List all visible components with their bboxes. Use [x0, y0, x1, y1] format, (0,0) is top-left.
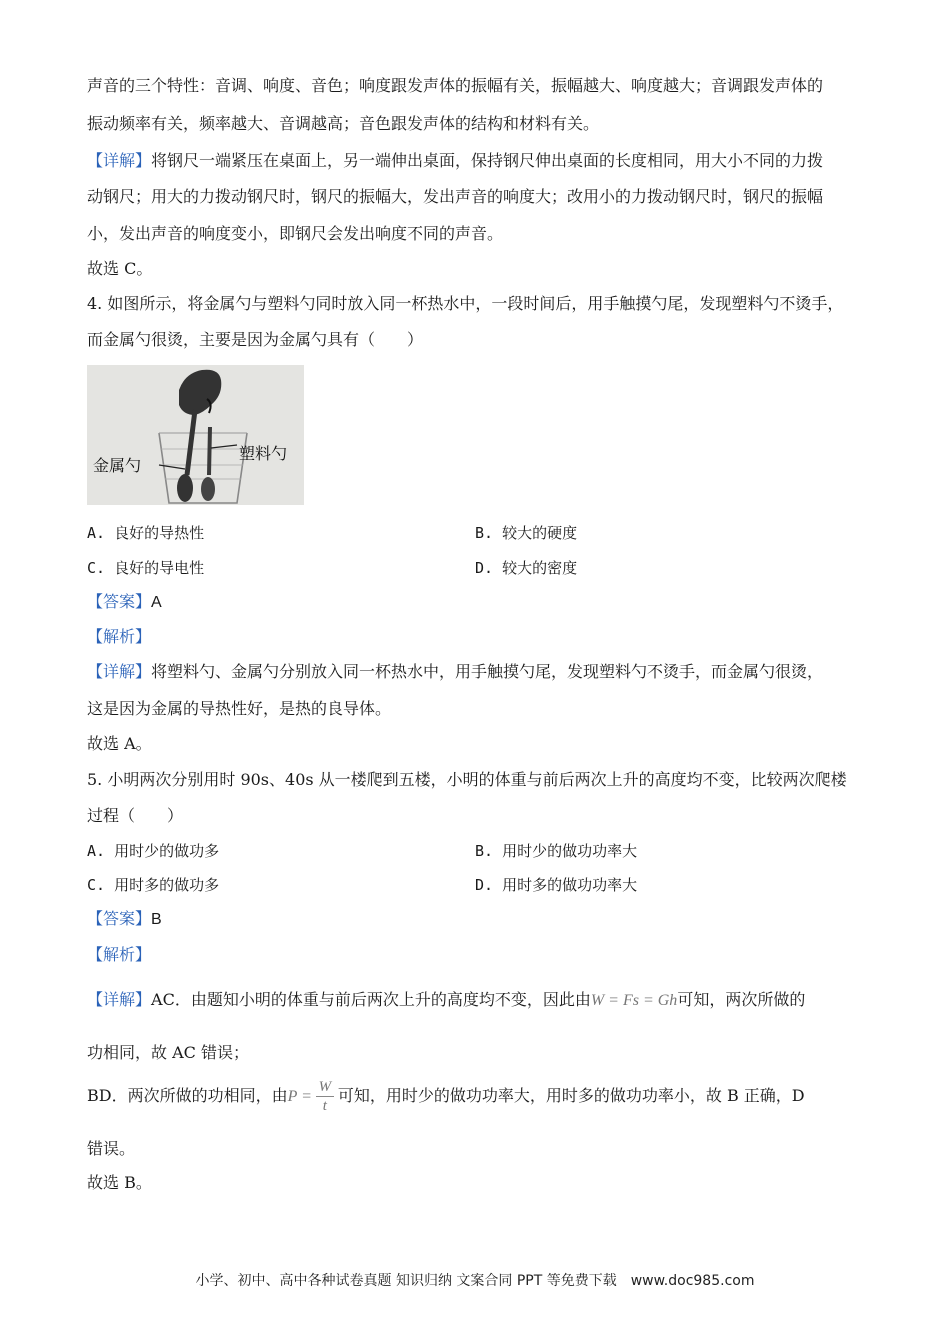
q5-option-b: B. 用时少的做功功率大: [475, 842, 638, 860]
q5-stem-line2: 过程（ ）: [87, 806, 184, 825]
detail-tag: 【详解】: [87, 662, 152, 681]
q4-answer: [87, 591, 162, 614]
metal-spoon-label: 金属勺: [93, 456, 142, 475]
text-line: [87, 150, 823, 172]
fraction-numerator: W: [318, 1079, 332, 1095]
text-line: 声音的三个特性：音调、响度、音色；响度跟发声体的振幅有关，振幅越大、响度越大；音调跟发声体的: [87, 76, 824, 95]
answer-tag: 【答案】: [87, 909, 152, 928]
text-span: 可知，两次所做的: [677, 990, 806, 1009]
answer-tag: 【答案】: [87, 592, 152, 611]
metal-spoon-bowl: [177, 474, 193, 502]
detail-tag: 【详解】: [87, 151, 152, 170]
text-span: 将塑料勺、金属勺分别放入同一杯热水中，用手触摸勺尾，发现塑料勺不烫手，而金属勺很烫，: [151, 662, 824, 681]
detail-tag: 【详解】: [87, 990, 152, 1009]
conclusion: 故选 C。: [87, 259, 153, 278]
q4-detail-line1: [87, 661, 823, 683]
page-footer: 小学、初中、高中各种试卷真题 知识归纳 文案合同 PPT 等免费下载 www.doc985.com: [195, 1273, 755, 1289]
q5-conclusion: 故选 B。: [87, 1173, 152, 1192]
q4-option-c: C. 良好的导电性: [87, 559, 205, 577]
text-line: 动钢尺；用大的力拨动钢尺时，钢尺的振幅大，发出声音的响度大；改用小的力拨动钢尺时，钢尺的振幅: [87, 187, 824, 206]
text-line: 振动频率有关，频率越大、音调越高；音色跟发声体的结构和材料有关。: [87, 114, 600, 133]
figure-drawing: [87, 365, 304, 505]
text-span: BD．两次所做的功相同，由: [87, 1086, 288, 1105]
q5-detail-line4: 错误。: [87, 1139, 136, 1158]
q5-option-c: C. 用时多的做功多: [87, 876, 220, 894]
q5-option-a: A. 用时少的做功多: [87, 842, 220, 860]
q4-option-d: D. 较大的密度: [475, 559, 578, 577]
plastic-spoon-label: 塑料勺: [239, 444, 288, 463]
q5-answer: [87, 908, 162, 931]
spoons-in-cup-figure: [87, 365, 304, 505]
q4-option-a: A. 良好的导热性: [87, 524, 205, 542]
plastic-spoon-bowl: [201, 477, 215, 501]
q4-stem-line2: 而金属勺很烫，主要是因为金属勺具有（ ）: [87, 330, 424, 349]
q5-analysis-tag: 【解析】: [87, 945, 152, 964]
answer-value: B: [151, 911, 162, 928]
q4-option-b: B. 较大的硬度: [475, 524, 578, 542]
q4-conclusion: 故选 A。: [87, 734, 152, 753]
answer-value: A: [151, 594, 162, 611]
fraction-denominator: t: [322, 1098, 327, 1114]
q5-detail-line1: [87, 989, 805, 1012]
q4-detail-line2: 这是因为金属的导热性好，是热的良导体。: [87, 699, 392, 718]
text-line: 小，发出声音的响度变小，即钢尺会发出响度不同的声音。: [87, 224, 504, 243]
q5-stem-line1: 5. 小明两次分别用时 90s、40s 从一楼爬到五楼，小明的体重与前后两次上升的高度均不变，比较两次爬楼: [87, 770, 847, 789]
q4-analysis-tag: 【解析】: [87, 627, 152, 646]
q5-detail-line2: 功相同，故 AC 错误；: [87, 1043, 249, 1062]
power-formula-lhs: P =: [287, 1088, 312, 1105]
text-span: AC．由题知小明的体重与前后两次上升的高度均不变，因此由: [151, 990, 591, 1009]
plastic-spoon-handle: [209, 427, 210, 475]
work-formula: W = Fs = Gh: [590, 992, 678, 1009]
text-span: 可知，用时少的做功功率大，用时多的做功功率小，故 B 正确，D: [337, 1086, 805, 1105]
text-span: 将钢尺一端紧压在桌面上，另一端伸出桌面，保持钢尺伸出桌面的长度相同，用大小不同的力拨: [151, 151, 824, 170]
q4-stem-line1: 4. 如图所示，将金属勺与塑料勺同时放入同一杯热水中，一段时间后，用手触摸勺尾，发现塑料勺不烫手，: [87, 294, 844, 313]
power-fraction: [316, 1078, 334, 1115]
q5-detail-line3: [87, 1076, 805, 1117]
q5-option-d: D. 用时多的做功功率大: [475, 876, 638, 894]
